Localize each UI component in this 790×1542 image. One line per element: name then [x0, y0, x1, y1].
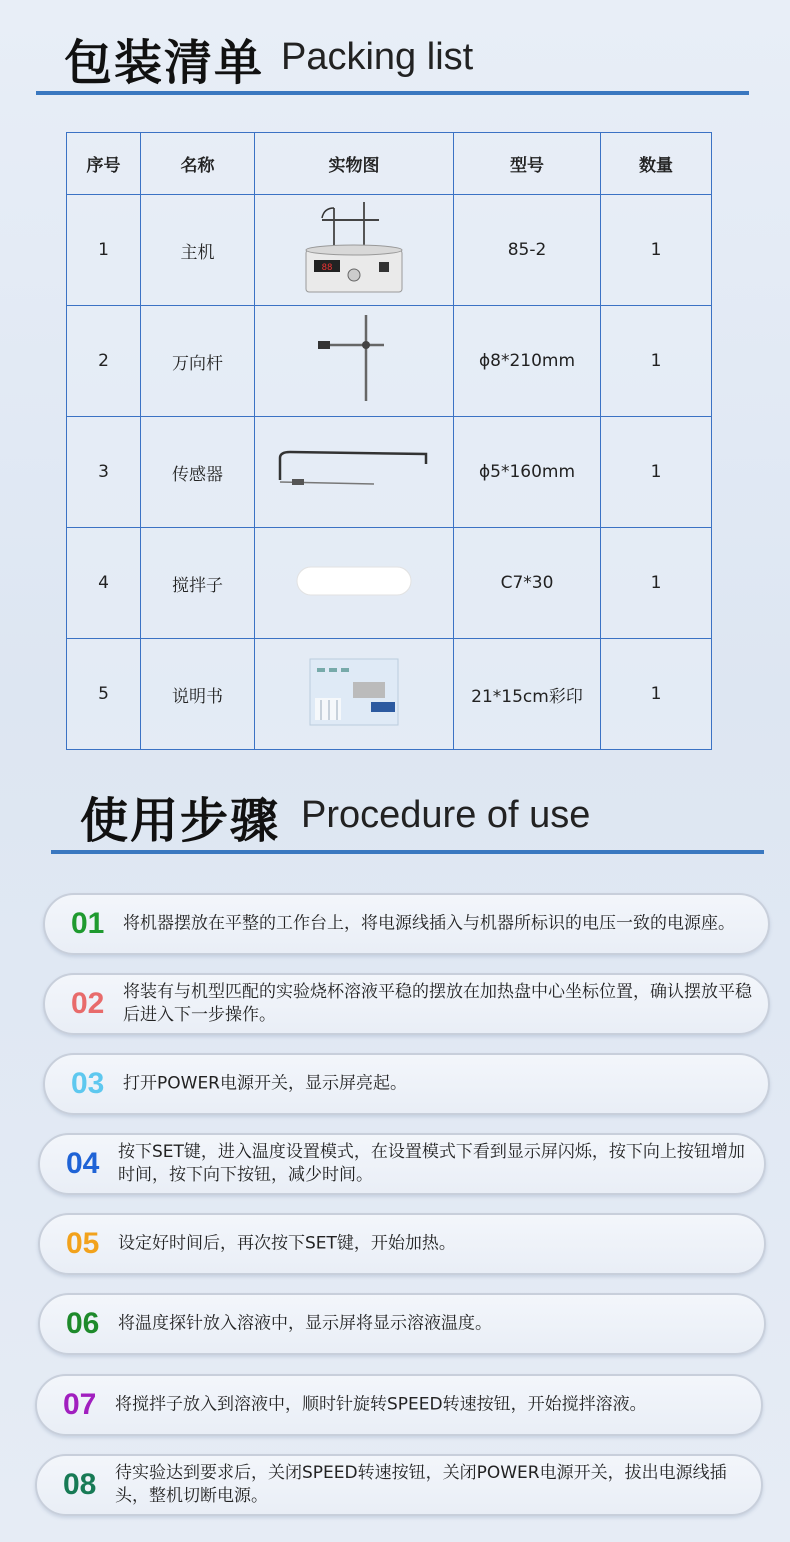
- packing-table: [66, 132, 712, 750]
- svg-text:88: 88: [321, 263, 333, 273]
- step-text: 打开POWER电源开关，显示屏亮起。: [123, 1073, 407, 1094]
- packing-title-en: Packing list: [281, 36, 474, 78]
- procedure-divider: [51, 850, 764, 854]
- cell-model: 21*15cm彩印: [454, 639, 601, 750]
- step-number: 06: [66, 1307, 100, 1340]
- table-row: [67, 639, 712, 750]
- cell-qty: 1: [601, 639, 712, 750]
- header-image: 实物图: [255, 133, 454, 195]
- step-number: 02: [71, 987, 105, 1020]
- step-item: [43, 1053, 770, 1115]
- step-text: 设定好时间后，再次按下SET键，开始加热。: [118, 1233, 456, 1254]
- cell-no: 5: [67, 639, 141, 750]
- cell-no: 1: [67, 195, 141, 306]
- table-row: [67, 306, 712, 417]
- host-unit-image: [304, 200, 404, 295]
- table-row: [67, 195, 712, 306]
- cell-no: 2: [67, 306, 141, 417]
- header-name: 名称: [141, 133, 255, 195]
- cell-name: 传感器: [141, 417, 255, 528]
- step-number: 07: [63, 1388, 97, 1421]
- cell-name: 说明书: [141, 639, 255, 750]
- stir-bar-image: [295, 564, 413, 598]
- cell-qty: 1: [601, 417, 712, 528]
- procedure-title-cn: 使用步骤: [80, 793, 281, 849]
- step-item: [43, 973, 770, 1035]
- cell-qty: 1: [601, 195, 712, 306]
- procedure-title-en: Procedure of use: [301, 794, 591, 836]
- step-number: 05: [66, 1227, 100, 1260]
- step-item: [38, 1133, 766, 1195]
- cell-name: 搅拌子: [141, 528, 255, 639]
- step-number: 04: [66, 1147, 100, 1180]
- cell-no: 4: [67, 528, 141, 639]
- step-item: [43, 893, 770, 955]
- step-text: 按下SET键，进入温度设置模式，在设置模式下看到显示屏闪烁，按下向上按钮增加时间，按下向下按钮，减少时间。: [118, 1142, 745, 1185]
- cell-qty: 1: [601, 528, 712, 639]
- universal-rod-image: [314, 313, 394, 405]
- cell-name: 万向杆: [141, 306, 255, 417]
- step-text: 将温度探针放入溶液中，显示屏将显示溶液温度。: [118, 1313, 492, 1334]
- cell-model: ϕ8*210mm: [454, 306, 601, 417]
- table-header-row: [67, 133, 712, 195]
- step-number: 08: [63, 1468, 97, 1501]
- packing-title-cn: 包装清单: [64, 35, 265, 91]
- cell-no: 3: [67, 417, 141, 528]
- cell-name: 主机: [141, 195, 255, 306]
- step-text: 待实验达到要求后，关闭SPEED转速按钮，关闭POWER电源开关，拔出电源线插头，整机切断电源。: [115, 1463, 727, 1506]
- step-text: 将搅拌子放入到溶液中，顺时针旋转SPEED转速按钮，开始搅拌溶液。: [115, 1394, 647, 1415]
- header-model: 型号: [454, 133, 601, 195]
- table-row: [67, 417, 712, 528]
- step-item: [35, 1454, 763, 1516]
- step-item: [38, 1293, 766, 1355]
- cell-model: 85-2: [454, 195, 601, 306]
- step-item: [38, 1213, 766, 1275]
- step-number: 01: [71, 907, 105, 940]
- cell-model: ϕ5*160mm: [454, 417, 601, 528]
- header-no: 序号: [67, 133, 141, 195]
- step-item: [35, 1374, 763, 1436]
- cell-model: C7*30: [454, 528, 601, 639]
- step-number: 03: [71, 1067, 105, 1100]
- table-row: [67, 528, 712, 639]
- packing-divider: [36, 91, 749, 95]
- step-text: 将装有与机型匹配的实验烧杯溶液平稳的摆放在加热盘中心坐标位置，确认摆放平稳后进入下一步操作。: [123, 982, 752, 1025]
- header-qty: 数量: [601, 133, 712, 195]
- step-text: 将机器摆放在平整的工作台上，将电源线插入与机器所标识的电压一致的电源座。: [123, 913, 735, 934]
- cell-qty: 1: [601, 306, 712, 417]
- manual-image: [309, 658, 399, 726]
- sensor-image: [278, 448, 430, 492]
